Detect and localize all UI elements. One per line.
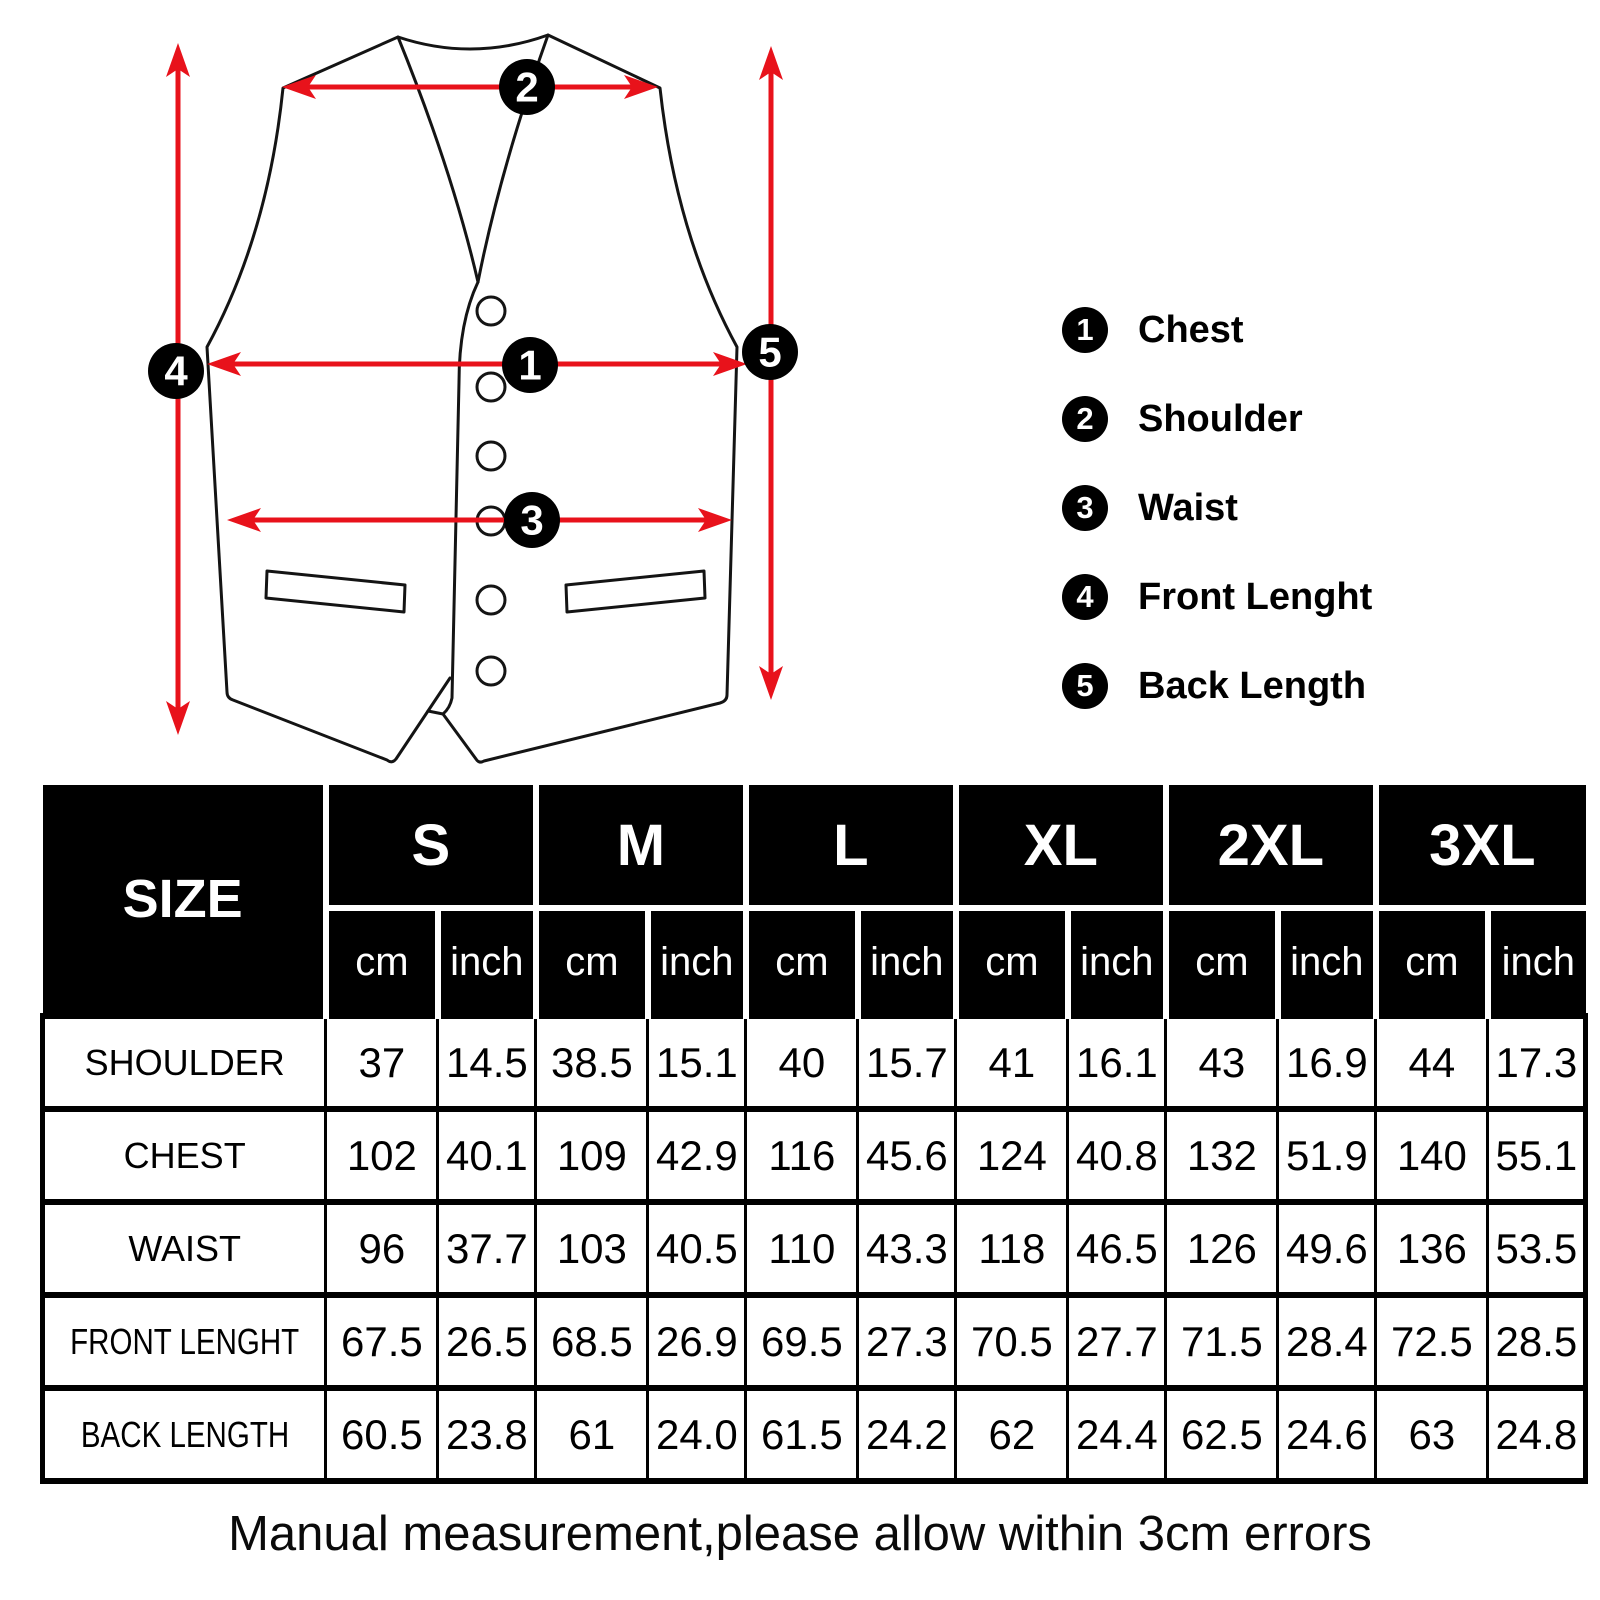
- table-row: [43, 1016, 1586, 1109]
- unit-header-cm: cm: [536, 908, 648, 1016]
- unit-header-inch: inch: [1068, 908, 1166, 1016]
- legend-label: Back Length: [1138, 664, 1367, 707]
- size-header-l: L: [746, 785, 956, 908]
- legend-item-shoulder: [1062, 396, 1372, 442]
- value-cell: 71.5: [1166, 1295, 1278, 1388]
- legend-label: Chest: [1138, 308, 1244, 351]
- value-cell: 116: [746, 1109, 858, 1202]
- unit-header-inch: inch: [1488, 908, 1586, 1016]
- value-cell: 60.5: [326, 1388, 438, 1481]
- value-cell: 67.5: [326, 1295, 438, 1388]
- value-cell: 37: [326, 1016, 438, 1109]
- value-cell: 102: [326, 1109, 438, 1202]
- value-cell: 14.5: [438, 1016, 536, 1109]
- unit-header-cm: cm: [1166, 908, 1278, 1016]
- legend-number-badge: 1: [1062, 307, 1108, 353]
- value-cell: 27.7: [1068, 1295, 1166, 1388]
- value-cell: 24.4: [1068, 1388, 1166, 1481]
- measure-badge-number: 4: [164, 347, 188, 395]
- legend-number-badge: 2: [1062, 396, 1108, 442]
- size-header-xl: XL: [956, 785, 1166, 908]
- unit-header-inch: inch: [438, 908, 536, 1016]
- legend-label: Front Lenght: [1138, 575, 1373, 618]
- row-label-cell: WAIST: [43, 1202, 326, 1295]
- vest-measurement-diagram: [0, 0, 1000, 780]
- value-cell: 23.8: [438, 1388, 536, 1481]
- value-cell: 69.5: [746, 1295, 858, 1388]
- legend-label: Waist: [1138, 486, 1238, 529]
- value-cell: 17.3: [1488, 1016, 1586, 1109]
- value-cell: 16.9: [1278, 1016, 1376, 1109]
- value-cell: 53.5: [1488, 1202, 1586, 1295]
- value-cell: 44: [1376, 1016, 1488, 1109]
- value-cell: 40.8: [1068, 1109, 1166, 1202]
- legend-label: Shoulder: [1138, 397, 1303, 440]
- value-cell: 126: [1166, 1202, 1278, 1295]
- unit-header-cm: cm: [1376, 908, 1488, 1016]
- value-cell: 40.5: [648, 1202, 746, 1295]
- value-cell: 38.5: [536, 1016, 648, 1109]
- value-cell: 37.7: [438, 1202, 536, 1295]
- unit-header-cm: cm: [746, 908, 858, 1016]
- size-header-2xl: 2XL: [1166, 785, 1376, 908]
- row-label-cell: FRONT LENGHT: [43, 1295, 326, 1388]
- measure-badge-number: 1: [518, 341, 542, 389]
- value-cell: 61: [536, 1388, 648, 1481]
- value-cell: 61.5: [746, 1388, 858, 1481]
- value-cell: 109: [536, 1109, 648, 1202]
- legend-number-badge: 5: [1062, 663, 1108, 709]
- value-cell: 40: [746, 1016, 858, 1109]
- legend-number-badge: 3: [1062, 485, 1108, 531]
- measure-badge-number: 3: [520, 496, 544, 544]
- value-cell: 24.2: [858, 1388, 956, 1481]
- legend-item-chest: [1062, 307, 1372, 353]
- value-cell: 16.1: [1068, 1016, 1166, 1109]
- value-cell: 40.1: [438, 1109, 536, 1202]
- value-cell: 26.5: [438, 1295, 536, 1388]
- row-label-cell: CHEST: [43, 1109, 326, 1202]
- value-cell: 45.6: [858, 1109, 956, 1202]
- value-cell: 46.5: [1068, 1202, 1166, 1295]
- value-cell: 62.5: [1166, 1388, 1278, 1481]
- unit-header-inch: inch: [858, 908, 956, 1016]
- value-cell: 27.3: [858, 1295, 956, 1388]
- value-cell: 24.0: [648, 1388, 746, 1481]
- measurement-note: Manual measurement,please allow within 3cm errors: [228, 1507, 1372, 1561]
- value-cell: 24.8: [1488, 1388, 1586, 1481]
- legend-item-front-lenght: [1062, 574, 1372, 620]
- value-cell: 43.3: [858, 1202, 956, 1295]
- value-cell: 110: [746, 1202, 858, 1295]
- value-cell: 24.6: [1278, 1388, 1376, 1481]
- size-header-s: S: [326, 785, 536, 908]
- value-cell: 28.4: [1278, 1295, 1376, 1388]
- table-row: [43, 1202, 1586, 1295]
- value-cell: 43: [1166, 1016, 1278, 1109]
- value-cell: 63: [1376, 1388, 1488, 1481]
- table-row: [43, 1109, 1586, 1202]
- size-header-3xl: 3XL: [1376, 785, 1586, 908]
- value-cell: 136: [1376, 1202, 1488, 1295]
- value-cell: 96: [326, 1202, 438, 1295]
- value-cell: 140: [1376, 1109, 1488, 1202]
- value-cell: 49.6: [1278, 1202, 1376, 1295]
- value-cell: 51.9: [1278, 1109, 1376, 1202]
- unit-header-cm: cm: [326, 908, 438, 1016]
- value-cell: 55.1: [1488, 1109, 1586, 1202]
- value-cell: 132: [1166, 1109, 1278, 1202]
- unit-header-cm: cm: [956, 908, 1068, 1016]
- value-cell: 42.9: [648, 1109, 746, 1202]
- value-cell: 68.5: [536, 1295, 648, 1388]
- unit-header-inch: inch: [648, 908, 746, 1016]
- value-cell: 72.5: [1376, 1295, 1488, 1388]
- vest-outline: [207, 35, 737, 762]
- value-cell: 124: [956, 1109, 1068, 1202]
- value-cell: 28.5: [1488, 1295, 1586, 1388]
- value-cell: 15.7: [858, 1016, 956, 1109]
- value-cell: 26.9: [648, 1295, 746, 1388]
- value-cell: 103: [536, 1202, 648, 1295]
- size-corner-header: SIZE: [43, 785, 326, 1016]
- row-label-cell: SHOULDER: [43, 1016, 326, 1109]
- value-cell: 41: [956, 1016, 1068, 1109]
- table-row: [43, 1295, 1586, 1388]
- value-cell: 118: [956, 1202, 1068, 1295]
- legend-number-badge: 4: [1062, 574, 1108, 620]
- legend-item-back-length: [1062, 663, 1372, 709]
- size-header-m: M: [536, 785, 746, 908]
- size-table: [40, 785, 1588, 1484]
- legend: [1062, 307, 1372, 709]
- value-cell: 70.5: [956, 1295, 1068, 1388]
- measure-badge-number: 2: [515, 63, 539, 111]
- measure-badge-number: 5: [758, 328, 782, 376]
- table-row: [43, 1388, 1586, 1481]
- value-cell: 15.1: [648, 1016, 746, 1109]
- row-label-cell: BACK LENGTH: [43, 1388, 326, 1481]
- value-cell: 62: [956, 1388, 1068, 1481]
- unit-header-inch: inch: [1278, 908, 1376, 1016]
- legend-item-waist: [1062, 485, 1372, 531]
